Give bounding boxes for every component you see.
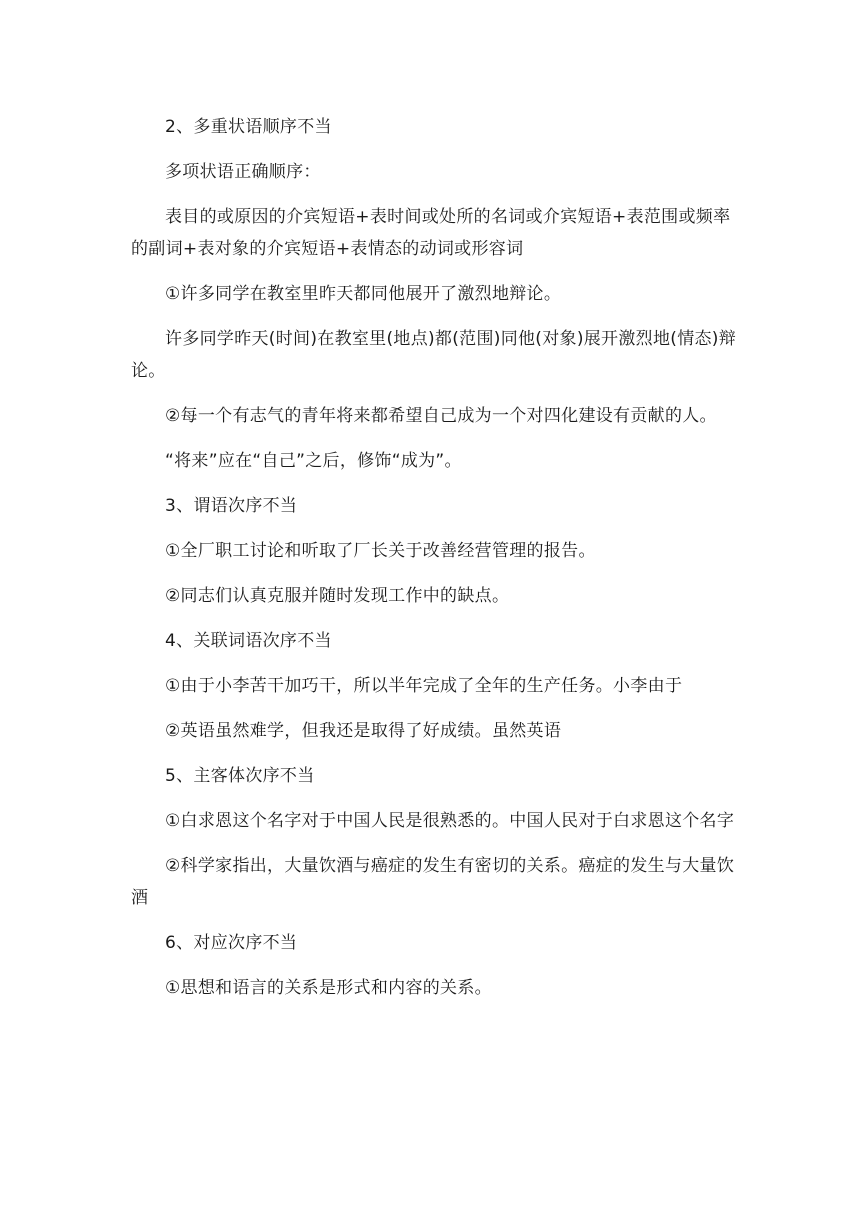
paragraph: 表目的或原因的介宾短语+表时间或处所的名词或介宾短语+表范围或频率的副词+表对象的介宾短语+表情态的动词或形容词 [131,207,731,259]
example-sentence: ①由于小李苦干加巧干，所以半年完成了全年的生产任务。小李由于 [165,676,683,696]
example-sentence: ②科学家指出，大量饮酒与癌症的发生有密切的关系。癌症的发生与大量饮酒 [131,856,735,908]
section-heading-4: 4、关联词语次序不当 [165,631,332,651]
example-sentence: ②每一个有志气的青年将来都希望自己成为一个对四化建设有贡献的人。 [165,406,717,426]
correction-note: 许多同学昨天(时间)在教室里(地点)都(范围)同他(对象)展开激烈地(情态)辩论。 [131,329,737,381]
section-heading-5: 5、主客体次序不当 [165,766,315,786]
document-body [131,111,743,1017]
section-heading-6: 6、对应次序不当 [165,933,298,953]
section-heading-3: 3、谓语次序不当 [165,496,298,516]
section-heading-2: 2、多重状语顺序不当 [165,117,332,137]
example-sentence: ②英语虽然难学，但我还是取得了好成绩。虽然英语 [165,721,562,741]
example-sentence: ②同志们认真克服并随时发现工作中的缺点。 [165,586,510,606]
example-sentence: ①全厂职工讨论和听取了厂长关于改善经营管理的报告。 [165,541,596,561]
example-sentence: ①思想和语言的关系是形式和内容的关系。 [165,978,492,998]
example-sentence: ①白求恩这个名字对于中国人民是很熟悉的。中国人民对于白求恩这个名字 [165,811,735,831]
paragraph: 多项状语正确顺序： [165,162,321,182]
correction-note: “将来”应在“自己”之后，修饰“成为”。 [165,451,462,471]
example-sentence: ①许多同学在教室里昨天都同他展开了激烈地辩论。 [165,284,562,304]
